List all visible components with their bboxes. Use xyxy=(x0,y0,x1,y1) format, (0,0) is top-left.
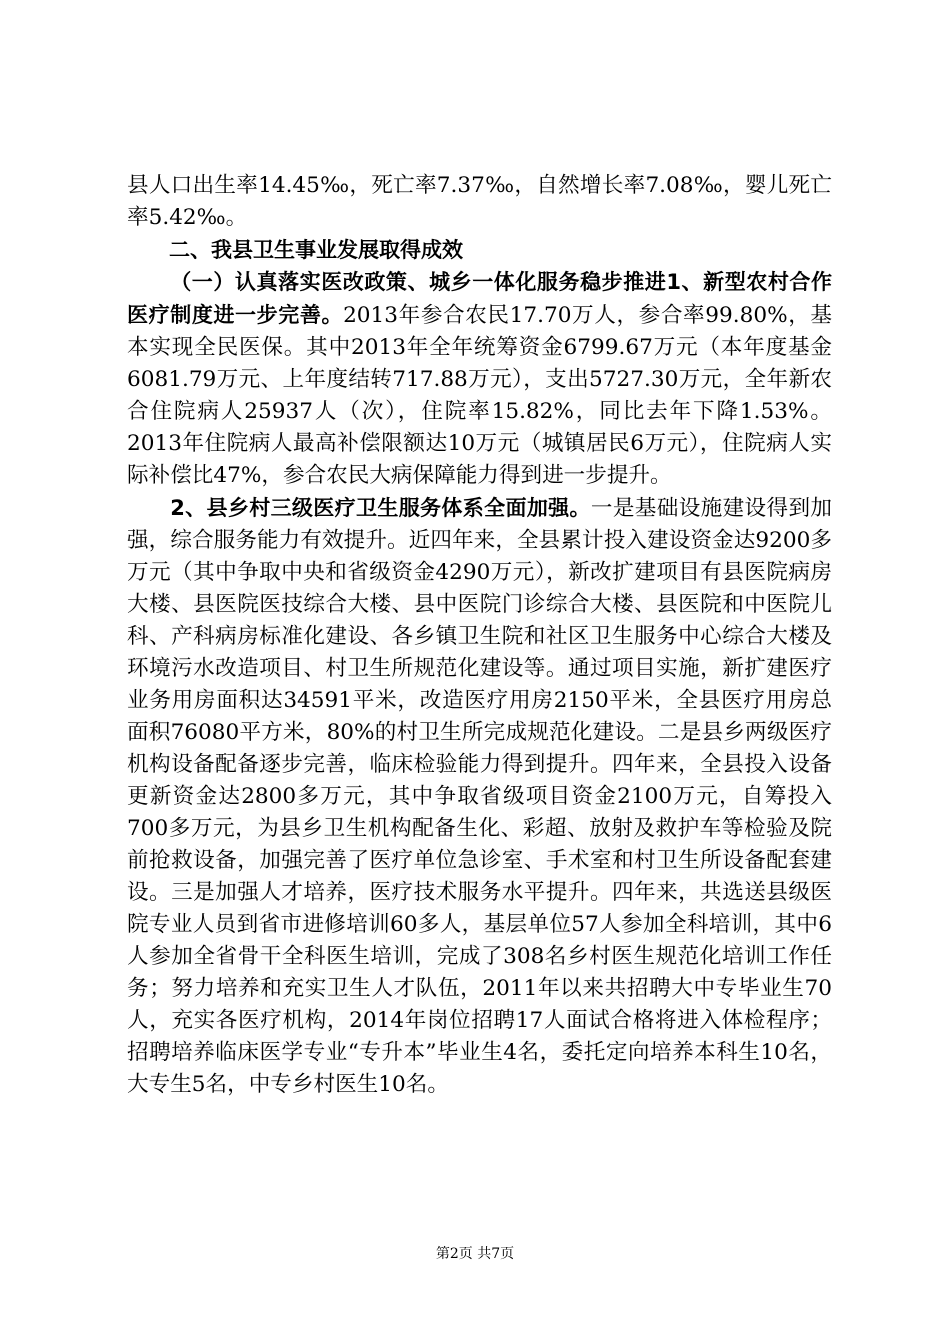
paragraph-statistics: 县人口出生率14.45‰，死亡率7.37‰，自然增长率7.08‰，婴儿死亡率5.42‰。 xyxy=(127,173,832,230)
subsection-2-heading: 2、县乡村三级医疗卫生服务体系全面加强。 xyxy=(170,496,591,520)
section-heading: 二、我县卫生事业发展取得成效 xyxy=(169,238,463,262)
subsection-2-text: 一是基础设施建设得到加强，综合服务能力有效提升。近四年来，全县累计投入建设资金达9200多万元（其中争取中央和省级资金4290万元），新改扩建项目有县医院病房大楼、县医院医技综合大楼、县中医院门诊综合大楼、县医院和中医院儿科、产科病房标准化建设、各乡镇卫生院和社区卫生服务中心综合大楼及环境污水改造项目、村卫生所规范化建设等。通过项目实施，新扩建医疗业务用房面积达34591平米，改造医疗用房2150平米，全县医疗用房总面积76080平方米，80%的村卫生所完成规范化建设。二是县乡两级医疗机构设备配备逐步完善，临床检验能力得到提升。四年来，全县投入设备更新资金达2800多万元，其中争取省级项目资金2100万元，自筹投入700多万元，为县乡卫生机构配备生化、彩超、放射及救护车等检验及院前抢救设备，加强完善了医疗单位急诊室、手术室和村卫生所设备配套建设。三是加强人才培养，医疗技术服务水平提升。四年来，共选送县级医院专业人员到省市进修培训60多人，基层单位57人参加全科培训，其中6人参加全省骨干全科医生培训，完成了308名乡村医生规范化培训工作任务；努力培养和充实卫生人才队伍，2011年以来共招聘大中专毕业生70人，充实各医疗机构，2014年岗位招聘17人面试合格将进入体检程序；招聘培养临床医学专业“专升本”毕业生4名，委托定向培养本科生10名，大专生5名，中专乡村医生10名。 xyxy=(127,496,832,1097)
subsection-1-text: 2013年参合农民17.70万人，参合率99.80%，基本实现全民医保。其中2013年全年统筹资金6799.67万元（本年度基金6081.79万元、上年度结转717.88万元），支出5727.30万元，全年新农合住院病人25937人（次），住院率15.82%，同比去年下降1.53%。2013年住院病人最高补偿限额达10万元（城镇居民6万元），住院病人实际补偿比47%，参合农民大病保障能力得到进一步提升。 xyxy=(127,303,832,488)
page-footer: 第2页 共7页 xyxy=(435,1246,515,1262)
paragraph-subsection-1 xyxy=(127,266,832,492)
document-body xyxy=(127,170,832,1101)
paragraph-subsection-2 xyxy=(127,492,832,1101)
subsection-1-heading: （一）认真落实医改政策、城乡一体化服务稳步推进1、新型农村合作医疗制度进一步完善。 xyxy=(127,270,832,327)
